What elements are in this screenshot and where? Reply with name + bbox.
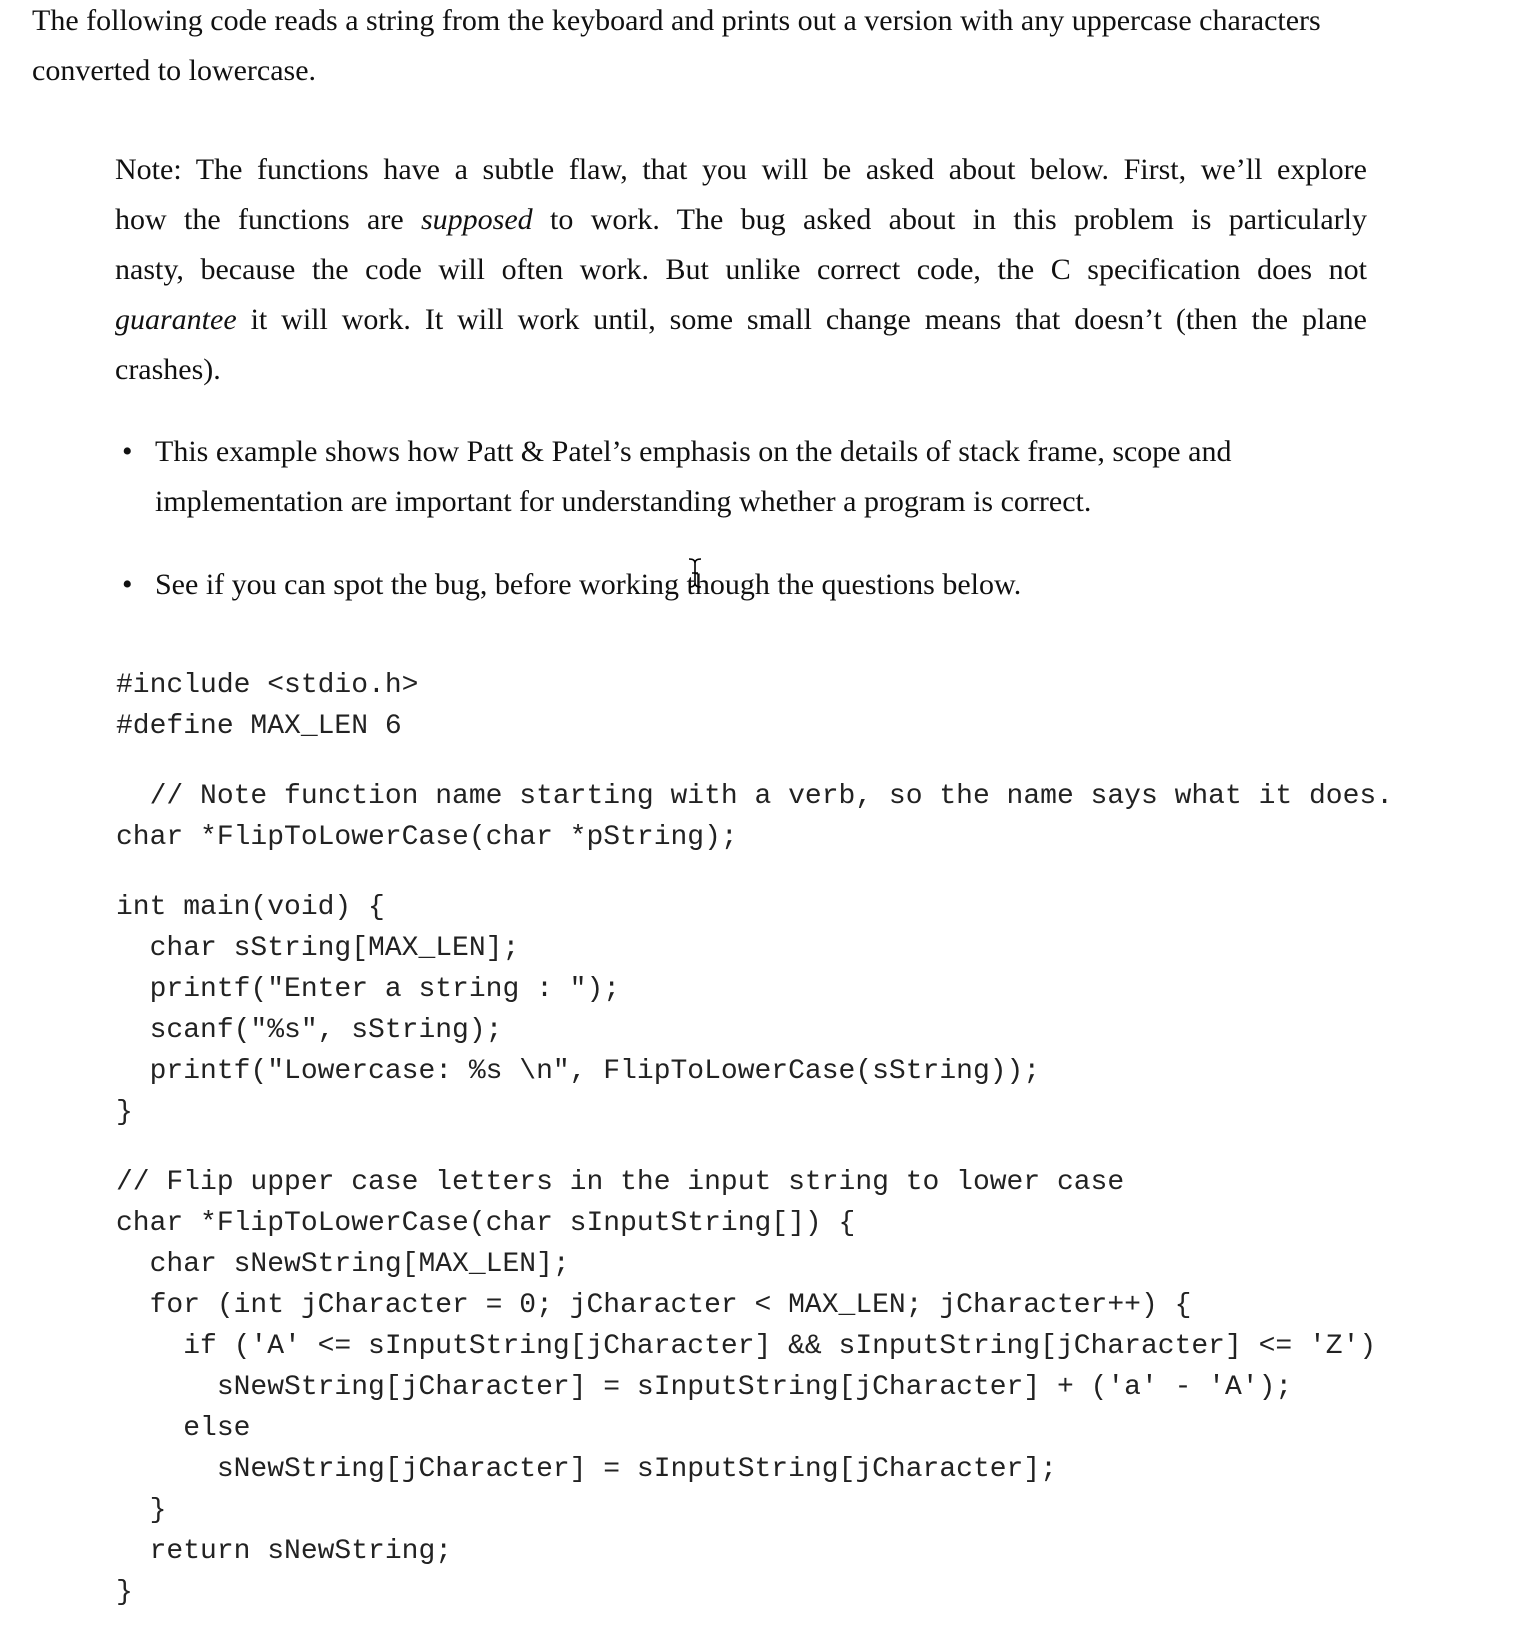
code-line: sNewString[jCharacter] = sInputString[jCharacter] + ('a' - 'A'); <box>116 1372 1293 1403</box>
text: it will work. It will work until, some small change means that doesn’t (then the plane <box>236 303 1367 336</box>
text-cursor-icon <box>688 558 702 588</box>
note-line: nasty, because the code will often work. But unlike correct code, the C specification does not <box>115 253 1367 286</box>
code-line: if ('A' <= sInputString[jCharacter] && sInputString[jCharacter] <= 'Z') <box>116 1331 1377 1362</box>
code-line: // Flip upper case letters in the input string to lower case <box>116 1167 1125 1198</box>
code-line: printf("Lowercase: %s \n", FlipToLowerCase(sString)); <box>116 1056 1041 1087</box>
note-paragraph <box>115 145 1367 395</box>
code-block <box>116 665 1393 1613</box>
code-line: printf("Enter a string : "); <box>116 974 621 1005</box>
code-line: return sNewString; <box>116 1536 453 1567</box>
code-line: scanf("%s", sString); <box>116 1015 503 1046</box>
code-line: #include <stdio.h> <box>116 670 419 701</box>
code-line: char sNewString[MAX_LEN]; <box>116 1249 570 1280</box>
note-line <box>115 295 1367 345</box>
bullet-text: See if you can spot the bug, before working though the questions below. <box>155 568 1022 601</box>
code-line: char *FlipToLowerCase(char sInputString[]) { <box>116 1208 856 1239</box>
emphasis-guarantee: guarantee <box>115 303 237 336</box>
note-line: crashes). <box>115 353 221 386</box>
bullet-icon: • <box>122 568 133 601</box>
bullet-text: implementation are important for understanding whether a program is correct. <box>155 485 1092 518</box>
code-line: } <box>116 1495 167 1526</box>
text: to work. The bug asked about in this problem is particularly <box>532 203 1367 236</box>
code-line: char sString[MAX_LEN]; <box>116 933 520 964</box>
code-line: for (int jCharacter = 0; jCharacter < MAX_LEN; jCharacter++) { <box>116 1290 1192 1321</box>
text: how the functions are <box>115 203 421 236</box>
code-line: } <box>116 1577 133 1608</box>
emphasis-supposed: supposed <box>421 203 533 236</box>
code-line: } <box>116 1097 133 1128</box>
intro-line: converted to lowercase. <box>32 54 317 87</box>
code-line: #define MAX_LEN 6 <box>116 711 402 742</box>
intro-line: The following code reads a string from the keyboard and prints out a version with any uppercase characters <box>32 4 1321 37</box>
code-line: int main(void) { <box>116 892 385 923</box>
intro-paragraph <box>32 0 1321 96</box>
bullet-text: This example shows how Patt & Patel’s emphasis on the details of stack frame, scope and <box>155 435 1232 468</box>
note-line <box>115 195 1367 245</box>
code-line: char *FlipToLowerCase(char *pString); <box>116 822 738 853</box>
code-line: else <box>116 1413 251 1444</box>
note-line: Note: The functions have a subtle flaw, that you will be asked about below. First, we’ll explore <box>115 153 1367 186</box>
code-line: // Note function name starting with a verb, so the name says what it does. <box>116 781 1394 812</box>
code-line: sNewString[jCharacter] = sInputString[jCharacter]; <box>116 1454 1057 1485</box>
bullet-icon: • <box>122 435 133 468</box>
